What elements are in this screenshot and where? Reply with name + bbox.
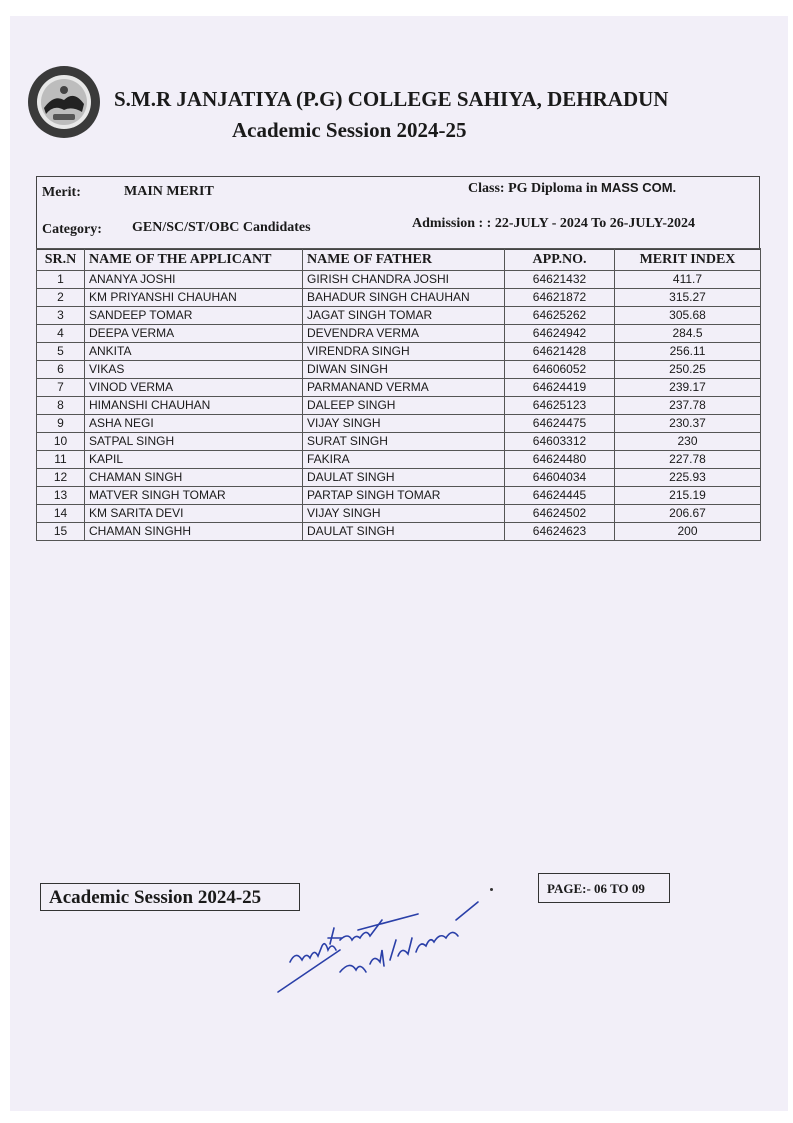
cell-father: DALEEP SINGH <box>303 397 505 415</box>
cell-app-no: 64621428 <box>505 343 615 361</box>
cell-sr: 9 <box>37 415 85 433</box>
cell-father: VIJAY SINGH <box>303 505 505 523</box>
cell-sr: 8 <box>37 397 85 415</box>
cell-app-no: 64624445 <box>505 487 615 505</box>
table-row <box>37 307 761 325</box>
table-row <box>37 343 761 361</box>
table-row <box>37 451 761 469</box>
table-row <box>37 325 761 343</box>
cell-sr: 13 <box>37 487 85 505</box>
cell-father: JAGAT SINGH TOMAR <box>303 307 505 325</box>
table-row <box>37 289 761 307</box>
cell-sr: 3 <box>37 307 85 325</box>
cell-father: SURAT SINGH <box>303 433 505 451</box>
cell-sr: 7 <box>37 379 85 397</box>
cell-applicant: CHAMAN SINGH <box>85 469 303 487</box>
cell-app-no: 64624502 <box>505 505 615 523</box>
cell-sr: 4 <box>37 325 85 343</box>
table-row <box>37 379 761 397</box>
cell-sr: 10 <box>37 433 85 451</box>
cell-applicant: SANDEEP TOMAR <box>85 307 303 325</box>
college-name: S.M.R JANJATIYA (P.G) COLLEGE SAHIYA, DEHRADUN <box>114 87 669 111</box>
cell-father: DEVENDRA VERMA <box>303 325 505 343</box>
cell-father: DAULAT SINGH <box>303 523 505 541</box>
cell-applicant: KM PRIYANSHI CHAUHAN <box>85 289 303 307</box>
session-heading: Academic Session 2024-25 <box>232 118 467 142</box>
cell-sr: 14 <box>37 505 85 523</box>
cell-merit-index: 315.27 <box>615 289 761 307</box>
cell-father: DIWAN SINGH <box>303 361 505 379</box>
cell-merit-index: 230 <box>615 433 761 451</box>
class-subject: MASS COM. <box>601 180 677 195</box>
cell-sr: 5 <box>37 343 85 361</box>
header-merit-index: MERIT INDEX <box>615 249 761 271</box>
cell-applicant: CHAMAN SINGHH <box>85 523 303 541</box>
table-row <box>37 523 761 541</box>
table-row <box>37 361 761 379</box>
cell-applicant: ANKITA <box>85 343 303 361</box>
cell-father: PARMANAND VERMA <box>303 379 505 397</box>
cell-sr: 15 <box>37 523 85 541</box>
cell-app-no: 64621432 <box>505 271 615 289</box>
cell-applicant: ANANYA JOSHI <box>85 271 303 289</box>
cell-merit-index: 225.93 <box>615 469 761 487</box>
cell-father: FAKIRA <box>303 451 505 469</box>
footer-session: Academic Session 2024-25 <box>40 883 300 911</box>
cell-merit-index: 256.11 <box>615 343 761 361</box>
cell-merit-index: 237.78 <box>615 397 761 415</box>
table-row <box>37 271 761 289</box>
cell-sr: 12 <box>37 469 85 487</box>
table-body <box>37 271 761 541</box>
cell-merit-index: 305.68 <box>615 307 761 325</box>
cell-merit-index: 200 <box>615 523 761 541</box>
cell-applicant: HIMANSHI CHAUHAN <box>85 397 303 415</box>
handwritten-signature-icon <box>270 880 500 1000</box>
cell-father: GIRISH CHANDRA JOSHI <box>303 271 505 289</box>
cell-app-no: 64624623 <box>505 523 615 541</box>
merit-table <box>36 248 761 541</box>
class-label: Class: <box>468 181 505 196</box>
table-row <box>37 487 761 505</box>
header-applicant: NAME OF THE APPLICANT <box>85 249 303 271</box>
table-row <box>37 433 761 451</box>
page-range: PAGE:- 06 TO 09 <box>538 873 670 903</box>
cell-merit-index: 230.37 <box>615 415 761 433</box>
cell-app-no: 64606052 <box>505 361 615 379</box>
table-row <box>37 505 761 523</box>
header-father: NAME OF FATHER <box>303 249 505 271</box>
cell-app-no: 64604034 <box>505 469 615 487</box>
cell-applicant: DEEPA VERMA <box>85 325 303 343</box>
cell-merit-index: 411.7 <box>615 271 761 289</box>
cell-app-no: 64624419 <box>505 379 615 397</box>
table-row <box>37 469 761 487</box>
cell-merit-index: 215.19 <box>615 487 761 505</box>
table-row <box>37 397 761 415</box>
cell-app-no: 64621872 <box>505 289 615 307</box>
cell-applicant: KAPIL <box>85 451 303 469</box>
table-header-row <box>37 249 761 271</box>
cell-app-no: 64625262 <box>505 307 615 325</box>
cell-applicant: KM SARITA DEVI <box>85 505 303 523</box>
header-sr: SR.N <box>37 249 85 271</box>
cell-father: BAHADUR SINGH CHAUHAN <box>303 289 505 307</box>
header-app-no: APP.NO. <box>505 249 615 271</box>
cell-merit-index: 227.78 <box>615 451 761 469</box>
cell-father: VIRENDRA SINGH <box>303 343 505 361</box>
cell-app-no: 64624475 <box>505 415 615 433</box>
class-info <box>468 180 676 197</box>
merit-value: MAIN MERIT <box>124 184 214 199</box>
class-value: PG Diploma in <box>508 181 598 196</box>
cell-sr: 11 <box>37 451 85 469</box>
cell-father: DAULAT SINGH <box>303 469 505 487</box>
merit-label: Merit: <box>42 185 81 200</box>
category-value: GEN/SC/ST/OBC Candidates <box>132 220 311 235</box>
category-label: Category: <box>42 222 102 237</box>
cell-applicant: MATVER SINGH TOMAR <box>85 487 303 505</box>
cell-app-no: 64624480 <box>505 451 615 469</box>
cell-merit-index: 239.17 <box>615 379 761 397</box>
cell-merit-index: 250.25 <box>615 361 761 379</box>
cell-merit-index: 206.67 <box>615 505 761 523</box>
college-seal-icon <box>26 64 102 140</box>
table-row <box>37 415 761 433</box>
cell-father: VIJAY SINGH <box>303 415 505 433</box>
cell-applicant: VINOD VERMA <box>85 379 303 397</box>
cell-app-no: 64625123 <box>505 397 615 415</box>
cell-applicant: VIKAS <box>85 361 303 379</box>
cell-sr: 6 <box>37 361 85 379</box>
cell-sr: 1 <box>37 271 85 289</box>
cell-applicant: SATPAL SINGH <box>85 433 303 451</box>
admission-dates: Admission : : 22-JULY - 2024 To 26-JULY-2024 <box>412 216 696 231</box>
cell-father: PARTAP SINGH TOMAR <box>303 487 505 505</box>
cell-app-no: 64603312 <box>505 433 615 451</box>
cell-app-no: 64624942 <box>505 325 615 343</box>
cell-merit-index: 284.5 <box>615 325 761 343</box>
cell-applicant: ASHA NEGI <box>85 415 303 433</box>
cell-sr: 2 <box>37 289 85 307</box>
